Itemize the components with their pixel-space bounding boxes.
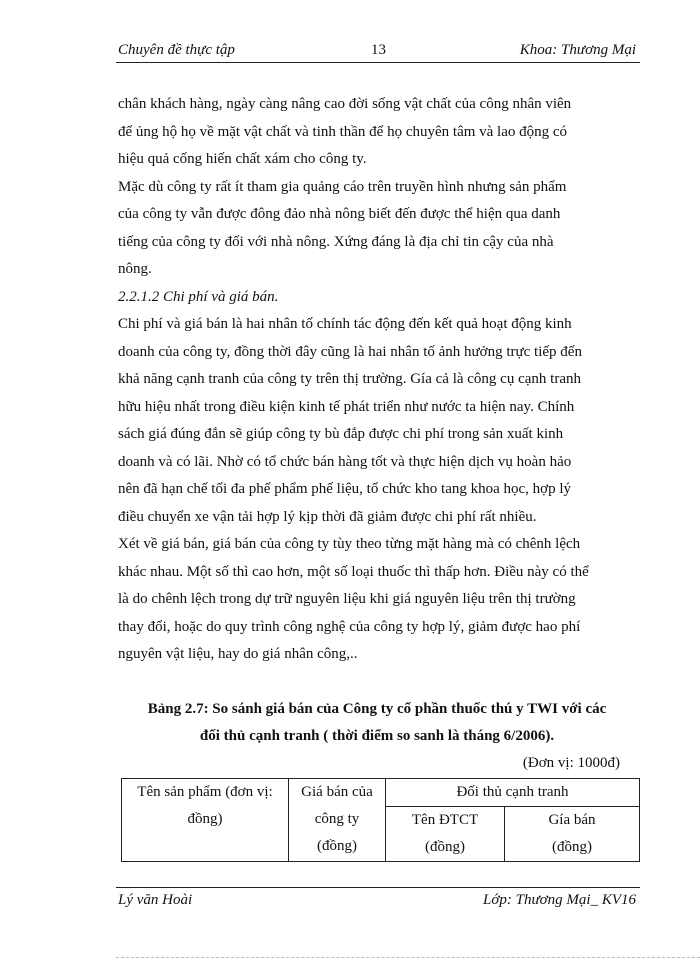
header-text: (đồng): [425, 839, 465, 855]
page-footer: [118, 892, 638, 914]
paragraph-line: Mặc dù công ty rất ít tham gia quảng cáo trên truyền hình nhưng sản phẩm: [118, 178, 567, 195]
table-caption: [118, 696, 636, 750]
paragraph-line: hiệu quả cống hiến chất xám cho công ty.: [118, 151, 367, 167]
header-rule: [116, 62, 640, 63]
header-text: (đồng): [317, 838, 357, 854]
section-subheading: 2.2.1.2 Chi phí và giá bán.: [118, 288, 279, 305]
paragraph-line: Xét về giá bán, giá bán của công ty tùy theo từng mặt hàng mà có chênh lệch: [118, 536, 581, 552]
header-text: Tên ĐTCT: [411, 812, 479, 828]
header-product-name: [122, 779, 289, 862]
table-caption-line: Bảng 2.7: So sánh giá bán của Công ty cổ phần thuốc thú y TWI với các: [147, 701, 607, 717]
footer-rule: [116, 887, 640, 888]
paragraph-line: khả năng cạnh tranh của công ty trên thị trường. Gía cả là công cụ cạnh tranh: [118, 371, 581, 387]
paragraph-line: điều chuyển xe vận tải hợp lý kịp thời đã giảm được chi phí rất nhiều.: [118, 508, 537, 525]
footer-class: Lớp: Thương Mại_ KV16: [483, 892, 636, 908]
paragraph-line: thay đổi, hoặc do quy trình công nghệ của công ty hợp lý, giảm được hao phí: [118, 618, 581, 635]
header-title: Chuyên đề thực tập: [118, 42, 235, 58]
paragraph-line: sách giá đúng đắn sẽ giúp công ty bù đắp được chi phí trong sản xuất kinh: [118, 426, 564, 442]
unit-label: (Đơn vị: 1000đ): [522, 755, 620, 771]
header-competitor-price: [505, 807, 640, 862]
header-text: Gía bán: [548, 812, 596, 828]
header-text: (đồng): [552, 839, 592, 855]
paragraph-line: để ủng hộ họ về mặt vật chất và tinh thần để họ chuyên tâm và lao động có: [118, 123, 568, 140]
paragraph-line: hữu hiệu nhất trong điều kiện kinh tế phát triển như nước ta hiện nay. Chính: [118, 398, 575, 415]
paragraph-line: tiếng của công ty đối với nhà nông. Xứng đáng là địa chỉ tin cậy của nhà: [118, 233, 554, 250]
body-text: [118, 91, 636, 669]
paragraph-line: doanh của công ty, đồng thời đây cũng là hai nhân tố ảnh hưởng trực tiếp đến: [118, 343, 582, 360]
table-header-row: [122, 779, 640, 807]
paragraph-line: nông.: [118, 261, 152, 277]
paragraph-line: doanh và có lãi. Nhờ có tổ chức bán hàng tốt và thực hiện dịch vụ hoàn hảo: [118, 453, 572, 470]
header-competitor-name: [386, 807, 505, 862]
paragraph-line: chân khách hàng, ngày càng nâng cao đời sống vật chất của công nhân viên: [118, 96, 572, 112]
page-number: 13: [371, 42, 386, 58]
price-comparison-table: [121, 778, 640, 862]
paragraph-line: của công ty vẫn được đông đảo nhà nông biết đến được thể hiện qua danh: [118, 206, 561, 222]
header-department: Khoa: Thương Mại: [519, 42, 636, 58]
header-company-price: [289, 779, 386, 862]
table-caption-line: đối thủ cạnh tranh ( thời điểm so sanh là tháng 6/2006).: [199, 728, 555, 744]
paragraph-line: là do chênh lệch trong dự trữ nguyên liệu khi giá nguyên liệu trên thị trường: [118, 591, 576, 607]
paragraph-line: nguyên vật liệu, hay do giá nhân công,..: [118, 646, 358, 662]
paragraph-line: khác nhau. Một số thì cao hơn, một số loại thuốc thì thấp hơn. Điều này có thể: [118, 563, 589, 580]
page-header: [118, 42, 638, 64]
paragraph-line: nên đã hạn chế tối đa phế phẩm phế liệu, tổ chức kho tang khoa học, hợp lý: [118, 481, 572, 497]
page-break-line: [116, 957, 700, 958]
footer-author: Lý văn Hoài: [118, 892, 193, 908]
header-text: công ty: [314, 811, 360, 827]
paragraph-line: Chi phí và giá bán là hai nhân tố chính tác động đến kết quả hoạt động kinh: [118, 316, 572, 332]
header-text: đồng): [187, 811, 223, 827]
header-text: Giá bán của: [301, 784, 373, 800]
header-competitors: Đối thủ cạnh tranh: [386, 779, 640, 807]
header-text: Tên sản phẩm (đơn vị:: [137, 784, 273, 800]
